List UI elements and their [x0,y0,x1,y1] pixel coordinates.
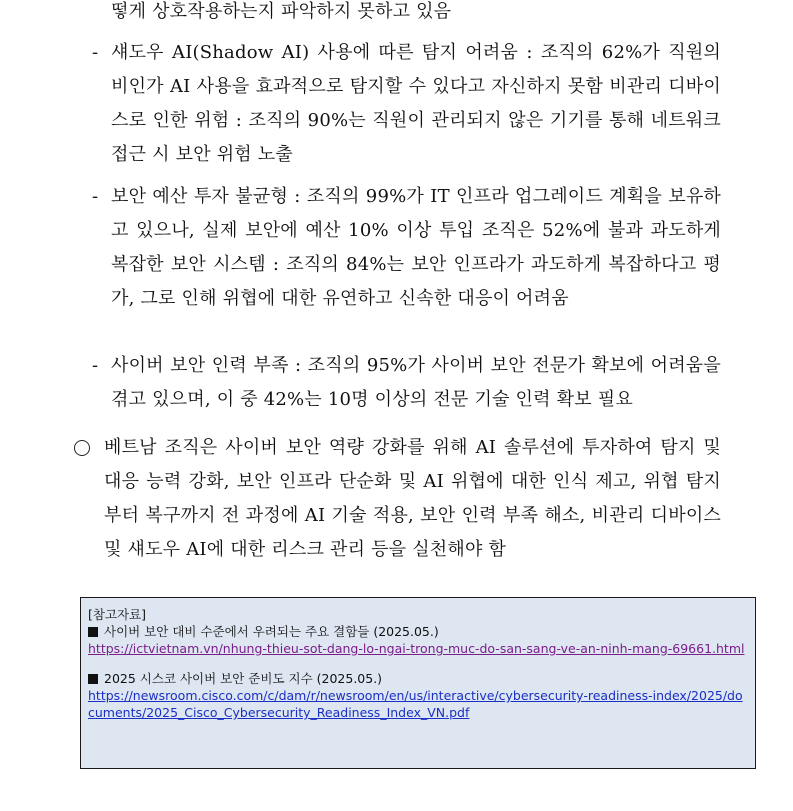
circle-item-recommendation [74,431,721,567]
circle-item-text: 베트남 조직은 사이버 보안 역량 강화를 위해 AI 솔루션에 투자하여 탐지 및 대응 능력 강화, 보안 인프라 단순화 및 AI 위협에 대한 인식 제고, 위협 탐지부터 복구까지 전 과정에 AI 기술 적용, 보안 인력 부족 해소, 비관리 디바이스 및 섀도우 AI에 대한 리스크 관리 등을 실천해야 함 [104,437,721,560]
black-square-icon [88,674,98,684]
references-heading: [참고자료] [88,607,147,622]
reference-link[interactable]: https://newsroom.cisco.com/c/dam/r/newsroom/en/us/interactive/cybersecurity-readiness-index/2025/documents/2025_Cisco_Cybersecurity_Readiness_Index_VN.pdf [88,688,743,720]
references-box [80,597,756,769]
intro-continuation-line: 떻게 상호작용하는지 파악하지 못하고 있음 [111,1,452,22]
black-square-icon [88,627,98,637]
dash-item-text: 섀도우 AI(Shadow AI) 사용에 따른 탐지 어려움 : 조직의 62%가 직원의 비인가 AI 사용을 효과적으로 탐지할 수 있다고 자신하지 못함 비관리 디바이스로 인한 위험 : 조직의 90%는 직원이 관리되지 않은 기기를 통해 네트워크 접근 시 보안 위험 노출 [111,42,721,165]
dash-item-security-workforce [92,349,721,417]
dash-item-text: 보안 예산 투자 불균형 : 조직의 99%가 IT 인프라 업그레이드 계획을 보유하고 있으나, 실제 보안에 예산 10% 이상 투입 조직은 52%에 불과 과도하게 복잡한 보안 시스템 : 조직의 84%는 보안 인프라가 과도하게 복잡하다고 평가, 그로 인해 위협에 대한 유연하고 신속한 대응이 어려움 [111,186,721,309]
reference-link[interactable]: https://ictvietnam.vn/nhung-thieu-sot-dang-lo-ngai-trong-muc-do-san-sang-ve-an-ninh-mang-69661.html [88,641,745,656]
dash-marker: - [92,186,99,207]
dash-item-text: 사이버 보안 인력 부족 : 조직의 95%가 사이버 보안 전문가 확보에 어려움을 겪고 있으며, 이 중 42%는 10명 이상의 전문 기술 인력 확보 필요 [111,355,721,410]
dash-marker: - [92,42,99,63]
circle-bullet-icon [74,440,90,456]
reference-title: 사이버 보안 대비 수준에서 우려되는 주요 결함들 (2025.05.) [88,623,748,640]
dash-item-shadow-ai [92,36,721,172]
reference-entry [88,670,748,721]
reference-entry [88,623,748,657]
reference-title: 2025 시스코 사이버 보안 준비도 지수 (2025.05.) [88,670,748,687]
dash-item-security-budget [92,180,721,316]
dash-marker: - [92,355,99,376]
